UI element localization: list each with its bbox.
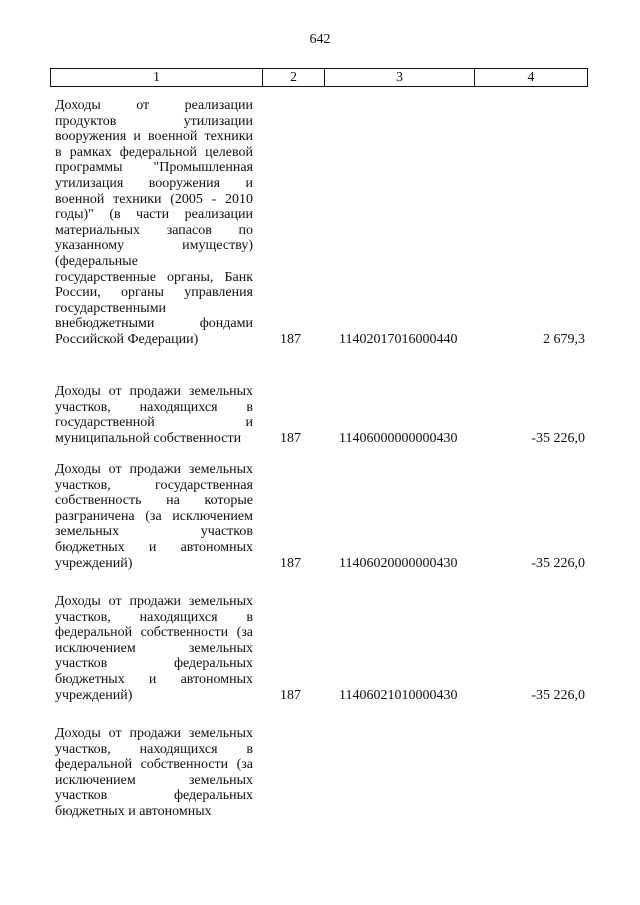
description-line: учреждений): [55, 555, 133, 571]
header-col-4: 4: [527, 69, 535, 85]
description-line: Доходы от продажи земельных: [55, 384, 253, 399]
description-line: исключением земельных: [55, 772, 253, 788]
description-line: разграничена (за исключением: [55, 508, 253, 524]
admin-code: 187: [280, 555, 301, 571]
description-line: участков федеральных: [55, 656, 253, 672]
budget-classification-code: 11406021010000430: [339, 687, 458, 703]
description-line: утилизация вооружения и: [55, 175, 253, 191]
description-line: Доходы от реализации: [55, 98, 253, 113]
row-description: [55, 98, 253, 348]
table-row: [55, 98, 585, 348]
description-line: муниципальной собственности: [55, 430, 242, 446]
row-description: [55, 462, 253, 571]
description-line: учреждений): [55, 687, 133, 703]
description-line: военной техники (2005 - 2010: [55, 191, 253, 207]
amount: -35 226,0: [531, 687, 585, 703]
description-line: участков, государственная: [55, 477, 253, 493]
table-row: [55, 462, 585, 571]
description-line: федеральной собственности (за: [55, 757, 253, 773]
description-line: в рамках федеральной целевой: [55, 144, 253, 160]
description-line: государственной и: [55, 415, 253, 431]
table-row: [55, 726, 585, 820]
description-line: Доходы от продажи земельных: [55, 594, 253, 609]
description-line: участков, находящихся в: [55, 399, 253, 415]
description-line: исключением земельных: [55, 640, 253, 656]
description-line: вооружения и военной техники: [55, 129, 253, 145]
description-line: участков, находящихся в: [55, 609, 253, 625]
description-line: участков федеральных: [55, 788, 253, 804]
amount: 2 679,3: [543, 331, 585, 347]
header-col-2: 2: [263, 69, 325, 86]
description-line: государственными: [55, 300, 167, 316]
description-line: земельных участков: [55, 524, 253, 540]
description-line: программы "Промышленная: [55, 160, 253, 176]
description-line: России, органы управления: [55, 285, 253, 301]
budget-classification-code: 11406020000000430: [339, 555, 458, 571]
description-line: материальных запасов по: [55, 222, 253, 238]
description-line: государственные органы, Банк: [55, 269, 253, 285]
description-line: внебюджетными фондами: [55, 316, 253, 332]
row-description: [55, 726, 253, 820]
budget-classification-code: 11406000000000430: [339, 430, 458, 446]
header-col-3: 3: [325, 69, 475, 86]
description-line: собственность на которые: [55, 493, 253, 509]
description-line: Российской Федерации): [55, 331, 199, 347]
table-row: [55, 384, 585, 446]
page-number: 642: [309, 32, 331, 47]
description-line: бюджетных и автономных: [55, 803, 212, 819]
description-line: бюджетных и автономных: [55, 671, 253, 687]
row-description: [55, 384, 253, 446]
row-description: [55, 594, 253, 703]
amount: -35 226,0: [531, 555, 585, 571]
description-line: участков, находящихся в: [55, 741, 253, 757]
description-line: указанному имуществу): [55, 238, 253, 254]
description-line: Доходы от продажи земельных: [55, 726, 253, 741]
amount: -35 226,0: [531, 430, 585, 446]
header-col-1: 1: [51, 69, 263, 86]
description-line: (федеральные: [55, 253, 138, 269]
description-line: федеральной собственности (за: [55, 625, 253, 641]
budget-classification-code: 11402017016000440: [339, 331, 458, 347]
admin-code: 187: [280, 430, 301, 446]
admin-code: 187: [280, 331, 301, 347]
admin-code: 187: [280, 687, 301, 703]
table-row: [55, 594, 585, 703]
description-line: годы)" (в части реализации: [55, 207, 253, 223]
description-line: продуктов утилизации: [55, 113, 253, 129]
description-line: Доходы от продажи земельных: [55, 462, 253, 477]
description-line: бюджетных и автономных: [55, 539, 253, 555]
table-header: [50, 68, 588, 87]
